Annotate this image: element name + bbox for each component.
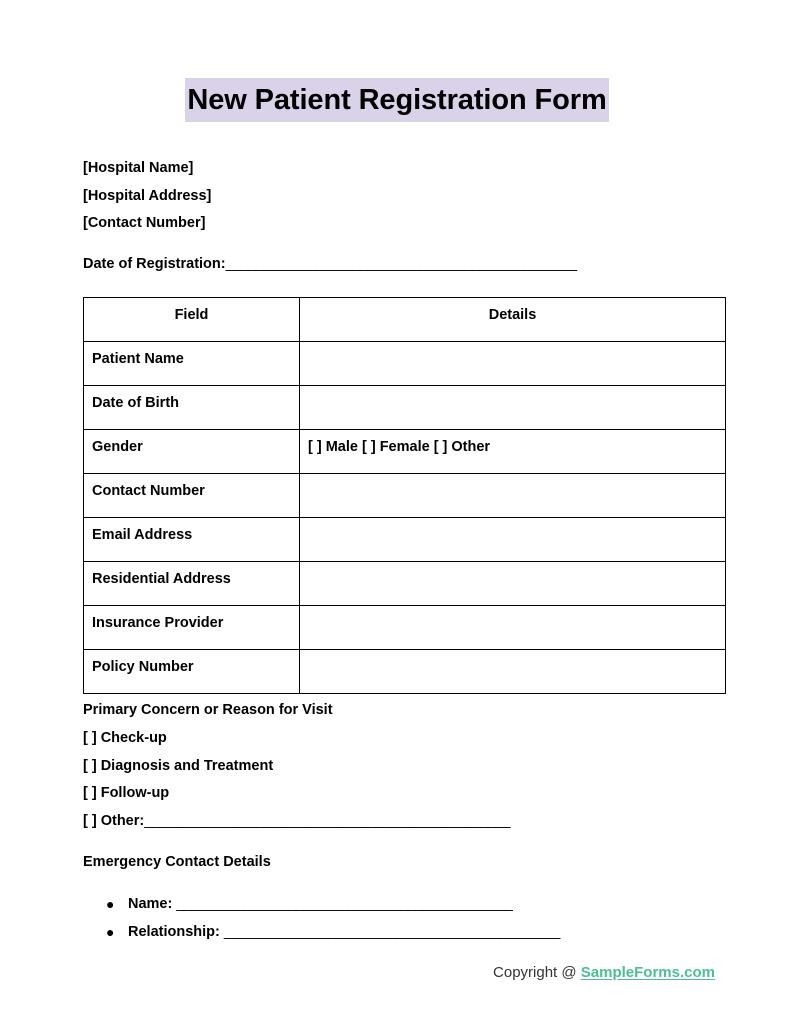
column-header-field: Field	[84, 298, 300, 342]
emergency-contact-name-blank[interactable]: _____________________________________________	[176, 896, 513, 912]
emergency-contact-name-label: Name:	[128, 896, 173, 912]
bullet-icon: ●	[106, 896, 115, 912]
hospital-contact-placeholder: [Contact Number]	[83, 215, 206, 231]
row-label-insurance-provider: Insurance Provider	[84, 606, 300, 650]
primary-concern-heading: Primary Concern or Reason for Visit	[83, 702, 333, 718]
date-of-registration-line	[83, 253, 576, 275]
row-label-patient-name: Patient Name	[84, 342, 300, 386]
table-row	[84, 518, 726, 562]
checkbox-option-other[interactable]	[83, 808, 723, 836]
copyright-text: Copyright @	[493, 964, 581, 981]
hospital-address-placeholder: [Hospital Address]	[83, 187, 212, 204]
bullet-icon: ●	[106, 923, 115, 940]
emergency-contact-list	[83, 891, 788, 946]
column-header-details: Details	[300, 298, 726, 342]
row-value-contact-number[interactable]	[300, 474, 726, 518]
row-label-email-address: Email Address	[84, 518, 300, 562]
row-value-patient-name[interactable]	[300, 342, 726, 386]
row-value-policy-number[interactable]	[300, 650, 726, 694]
row-value-insurance-provider[interactable]	[300, 606, 726, 650]
table-row	[84, 430, 726, 474]
emergency-contact-relationship-blank[interactable]: _____________________________________________	[223, 923, 560, 940]
list-item	[106, 919, 788, 947]
table-row	[84, 474, 726, 518]
footer	[0, 962, 715, 984]
table-row	[84, 606, 726, 650]
checkbox-option-check-up[interactable]: [ ] Check-up	[83, 729, 167, 746]
row-value-date-of-birth[interactable]	[300, 386, 726, 430]
patient-details-table	[83, 297, 726, 694]
table-header-row	[84, 298, 726, 342]
row-value-residential-address[interactable]	[300, 562, 726, 606]
hospital-header-block	[83, 155, 703, 238]
table-row	[84, 342, 726, 386]
primary-concern-section	[83, 697, 723, 836]
row-label-gender: Gender	[84, 430, 300, 474]
list-item	[106, 891, 788, 919]
row-label-contact-number: Contact Number	[84, 474, 300, 518]
date-of-registration-blank[interactable]: _______________________________________________	[225, 256, 577, 272]
row-label-policy-number: Policy Number	[84, 650, 300, 694]
table-row	[84, 650, 726, 694]
table-row	[84, 562, 726, 606]
checkbox-option-diagnosis-and-treatment[interactable]: [ ] Diagnosis and Treatment	[83, 757, 274, 774]
emergency-contact-heading: Emergency Contact Details	[83, 854, 271, 870]
row-value-email-address[interactable]	[300, 518, 726, 562]
sampleforms-link[interactable]: SampleForms.com	[580, 964, 715, 981]
date-of-registration-label: Date of Registration:	[83, 256, 226, 272]
emergency-contact-relationship-label: Relationship:	[128, 923, 220, 940]
page-title: New Patient Registration Form	[185, 78, 608, 122]
checkbox-option-follow-up[interactable]: [ ] Follow-up	[83, 785, 170, 802]
page-title-container	[0, 78, 794, 122]
row-value-gender[interactable]: [ ] Male [ ] Female [ ] Other	[300, 430, 726, 474]
row-label-date-of-birth: Date of Birth	[84, 386, 300, 430]
hospital-name-placeholder: [Hospital Name]	[83, 160, 194, 176]
checkbox-option-other-blank[interactable]: _________________________________________________	[144, 813, 510, 830]
checkbox-option-other-label: [ ] Other:	[83, 813, 145, 830]
table-row	[84, 386, 726, 430]
row-label-residential-address: Residential Address	[84, 562, 300, 606]
